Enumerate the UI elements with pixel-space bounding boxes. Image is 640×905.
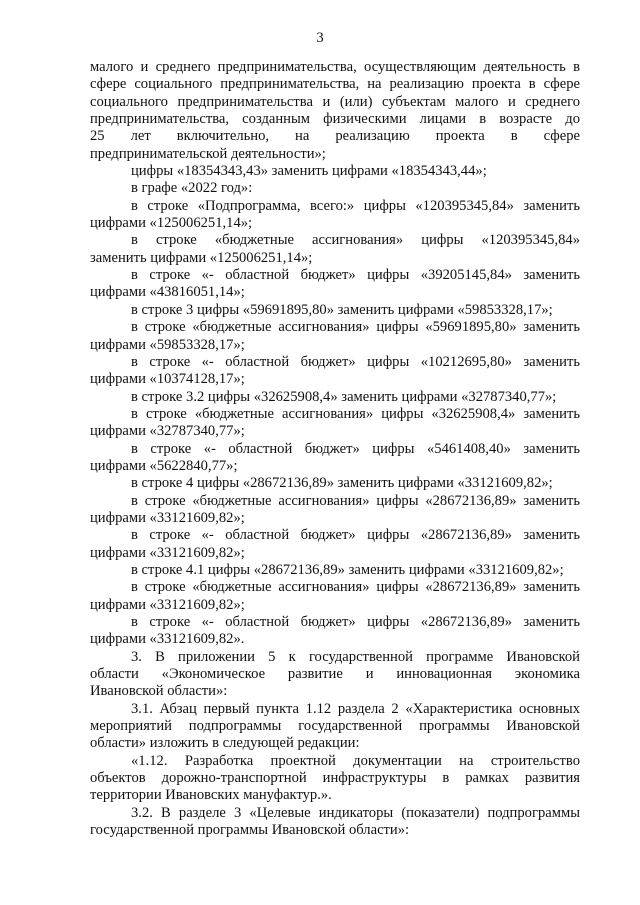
text-line: цифрами «32787340,77»;	[90, 423, 245, 440]
text-line: цифрами «59853328,17»;	[90, 336, 245, 353]
text-line: цифрами «33121609,82».	[90, 631, 245, 648]
text-line: сфере социального предпринимательства, на реализацию проекта в сфере	[90, 76, 580, 93]
text-line: 3.1. Абзац первый пункта 1.12 раздела 2 «Характеристика основных	[131, 700, 580, 717]
text-line: в строке «бюджетные ассигнования» цифры «32625908,4» заменить	[131, 405, 580, 422]
text-line: малого и среднего предпринимательства, осуществляющим деятельность в	[90, 59, 580, 75]
text-line: территории Ивановских мануфактур.».	[90, 787, 332, 804]
text-line: цифрами «43816051,14»;	[90, 284, 245, 301]
text-line: в строке 3.2 цифры «32625908,4» заменить цифрами «32787340,77»;	[131, 388, 557, 405]
text-line: объектов дорожно-транспортной инфраструктуры в рамках развития	[90, 770, 580, 787]
text-line: 3.2. В разделе 3 «Целевые индикаторы (показатели) подпрограммы	[131, 804, 580, 821]
text-line: 3. В приложении 5 к государственной программе Ивановской	[131, 648, 580, 665]
text-line: в строке «- областной бюджет» цифры «10212695,80» заменить	[131, 353, 580, 370]
page-number: 3	[316, 30, 324, 46]
text-line: «1.12. Разработка проектной документации на строительство	[131, 752, 580, 769]
text-line: в строке «- областной бюджет» цифры «28672136,89» заменить	[131, 614, 580, 630]
text-line: 25 лет включительно, на реализацию проекта в сфере	[90, 128, 580, 145]
text-line: в строке «бюджетные ассигнования» цифры «59691895,80» заменить	[131, 319, 580, 336]
document-body	[90, 59, 580, 839]
text-line: мероприятий подпрограммы государственной программы Ивановской	[90, 718, 580, 735]
text-line: в строке 3 цифры «59691895,80» заменить цифрами «59853328,17»;	[131, 301, 553, 318]
text-line: в строке «бюджетные ассигнования» цифры «28672136,89» заменить	[131, 579, 580, 596]
text-line: в строке 4.1 цифры «28672136,89» заменить цифрами «33121609,82»;	[131, 561, 564, 578]
text-line: заменить цифрами «125006251,14»;	[90, 249, 313, 266]
text-line: цифрами «5622840,77»;	[90, 457, 238, 474]
text-line: в строке «бюджетные ассигнования» цифры «28672136,89» заменить	[131, 492, 580, 509]
text-line: цифрами «10374128,17»;	[90, 371, 245, 388]
text-line: в строке «Подпрограмма, всего:» цифры «120395345,84» заменить	[131, 197, 580, 214]
text-line: предпринимательской деятельности»;	[90, 145, 326, 162]
text-line: в графе «2022 год»:	[131, 180, 253, 197]
text-line: цифрами «33121609,82»;	[90, 509, 245, 526]
text-line: цифры «18354343,43» заменить цифрами «18354343,44»;	[131, 163, 487, 180]
text-line: цифрами «125006251,14»;	[90, 215, 253, 232]
text-line: цифрами «33121609,82»;	[90, 596, 245, 613]
text-line: в строке «- областной бюджет» цифры «5461408,40» заменить	[131, 440, 580, 457]
text-line: социального предпринимательства и (или) субъектам малого и среднего	[90, 93, 580, 110]
text-line: в строке 4 цифры «28672136,89» заменить цифрами «33121609,82»;	[131, 475, 553, 492]
text-line: государственной программы Ивановской области»:	[90, 822, 410, 839]
text-line: предпринимательства, созданным физическими лицами в возрасте до	[90, 111, 580, 128]
text-line: области «Экономическое развитие и инновационная экономика	[90, 666, 580, 683]
text-line: Ивановской области»:	[90, 683, 228, 700]
text-line: области» изложить в следующей редакции:	[90, 735, 360, 752]
text-line: в строке «бюджетные ассигнования» цифры «120395345,84»	[131, 232, 580, 249]
text-line: цифрами «33121609,82»;	[90, 544, 245, 561]
text-line: в строке «- областной бюджет» цифры «39205145,84» заменить	[131, 267, 580, 284]
text-line: в строке «- областной бюджет» цифры «28672136,89» заменить	[131, 527, 580, 544]
